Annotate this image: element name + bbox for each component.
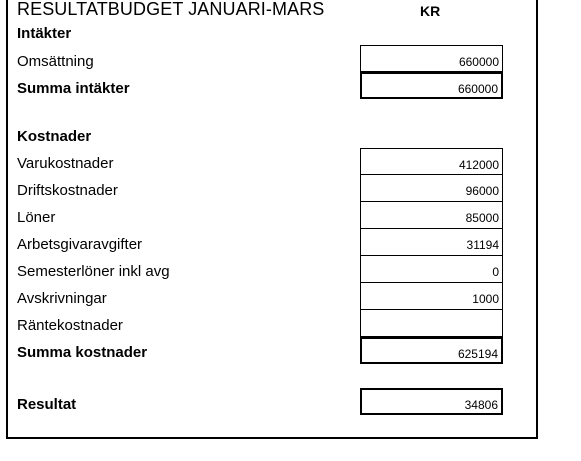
- cost-item-label: Driftskostnader: [17, 182, 118, 199]
- cost-item-value-cell[interactable]: 85000: [360, 202, 503, 229]
- cost-item-label: Avskrivningar: [17, 290, 107, 307]
- cost-item-label: Arbetsgivaravgifter: [17, 236, 143, 253]
- income-total-label: Summa intäkter: [17, 80, 130, 97]
- cost-item-label: Semesterlöner inkl avg: [17, 263, 170, 280]
- cost-item-label: Löner: [17, 209, 56, 226]
- page-title: RESULTATBUDGET JANUARI-MARS: [17, 0, 325, 19]
- costs-total-label: Summa kostnader: [17, 344, 148, 361]
- result-value-cell[interactable]: 34806: [360, 388, 503, 415]
- cost-item-value-cell[interactable]: 0: [360, 256, 503, 283]
- cost-item-value-cell[interactable]: 412000: [360, 148, 503, 175]
- costs-heading: Kostnader: [17, 128, 92, 145]
- result-label: Resultat: [17, 396, 77, 413]
- cost-item-value-cell[interactable]: [360, 310, 503, 337]
- income-total-value-cell[interactable]: 660000: [360, 72, 503, 99]
- cost-item-value-cell[interactable]: 31194: [360, 229, 503, 256]
- costs-total-value-cell[interactable]: 625194: [360, 337, 503, 364]
- revenue-label: Omsättning: [17, 53, 94, 70]
- revenue-value-cell[interactable]: 660000: [360, 45, 503, 72]
- income-heading: Intäkter: [17, 25, 72, 42]
- cost-item-value-cell[interactable]: 96000: [360, 175, 503, 202]
- budget-sheet: [6, 0, 538, 439]
- cost-item-label: Räntekostnader: [17, 317, 123, 334]
- currency-header: KR: [420, 3, 441, 19]
- cost-item-label: Varukostnader: [17, 155, 114, 172]
- cost-item-value-cell[interactable]: 1000: [360, 283, 503, 310]
